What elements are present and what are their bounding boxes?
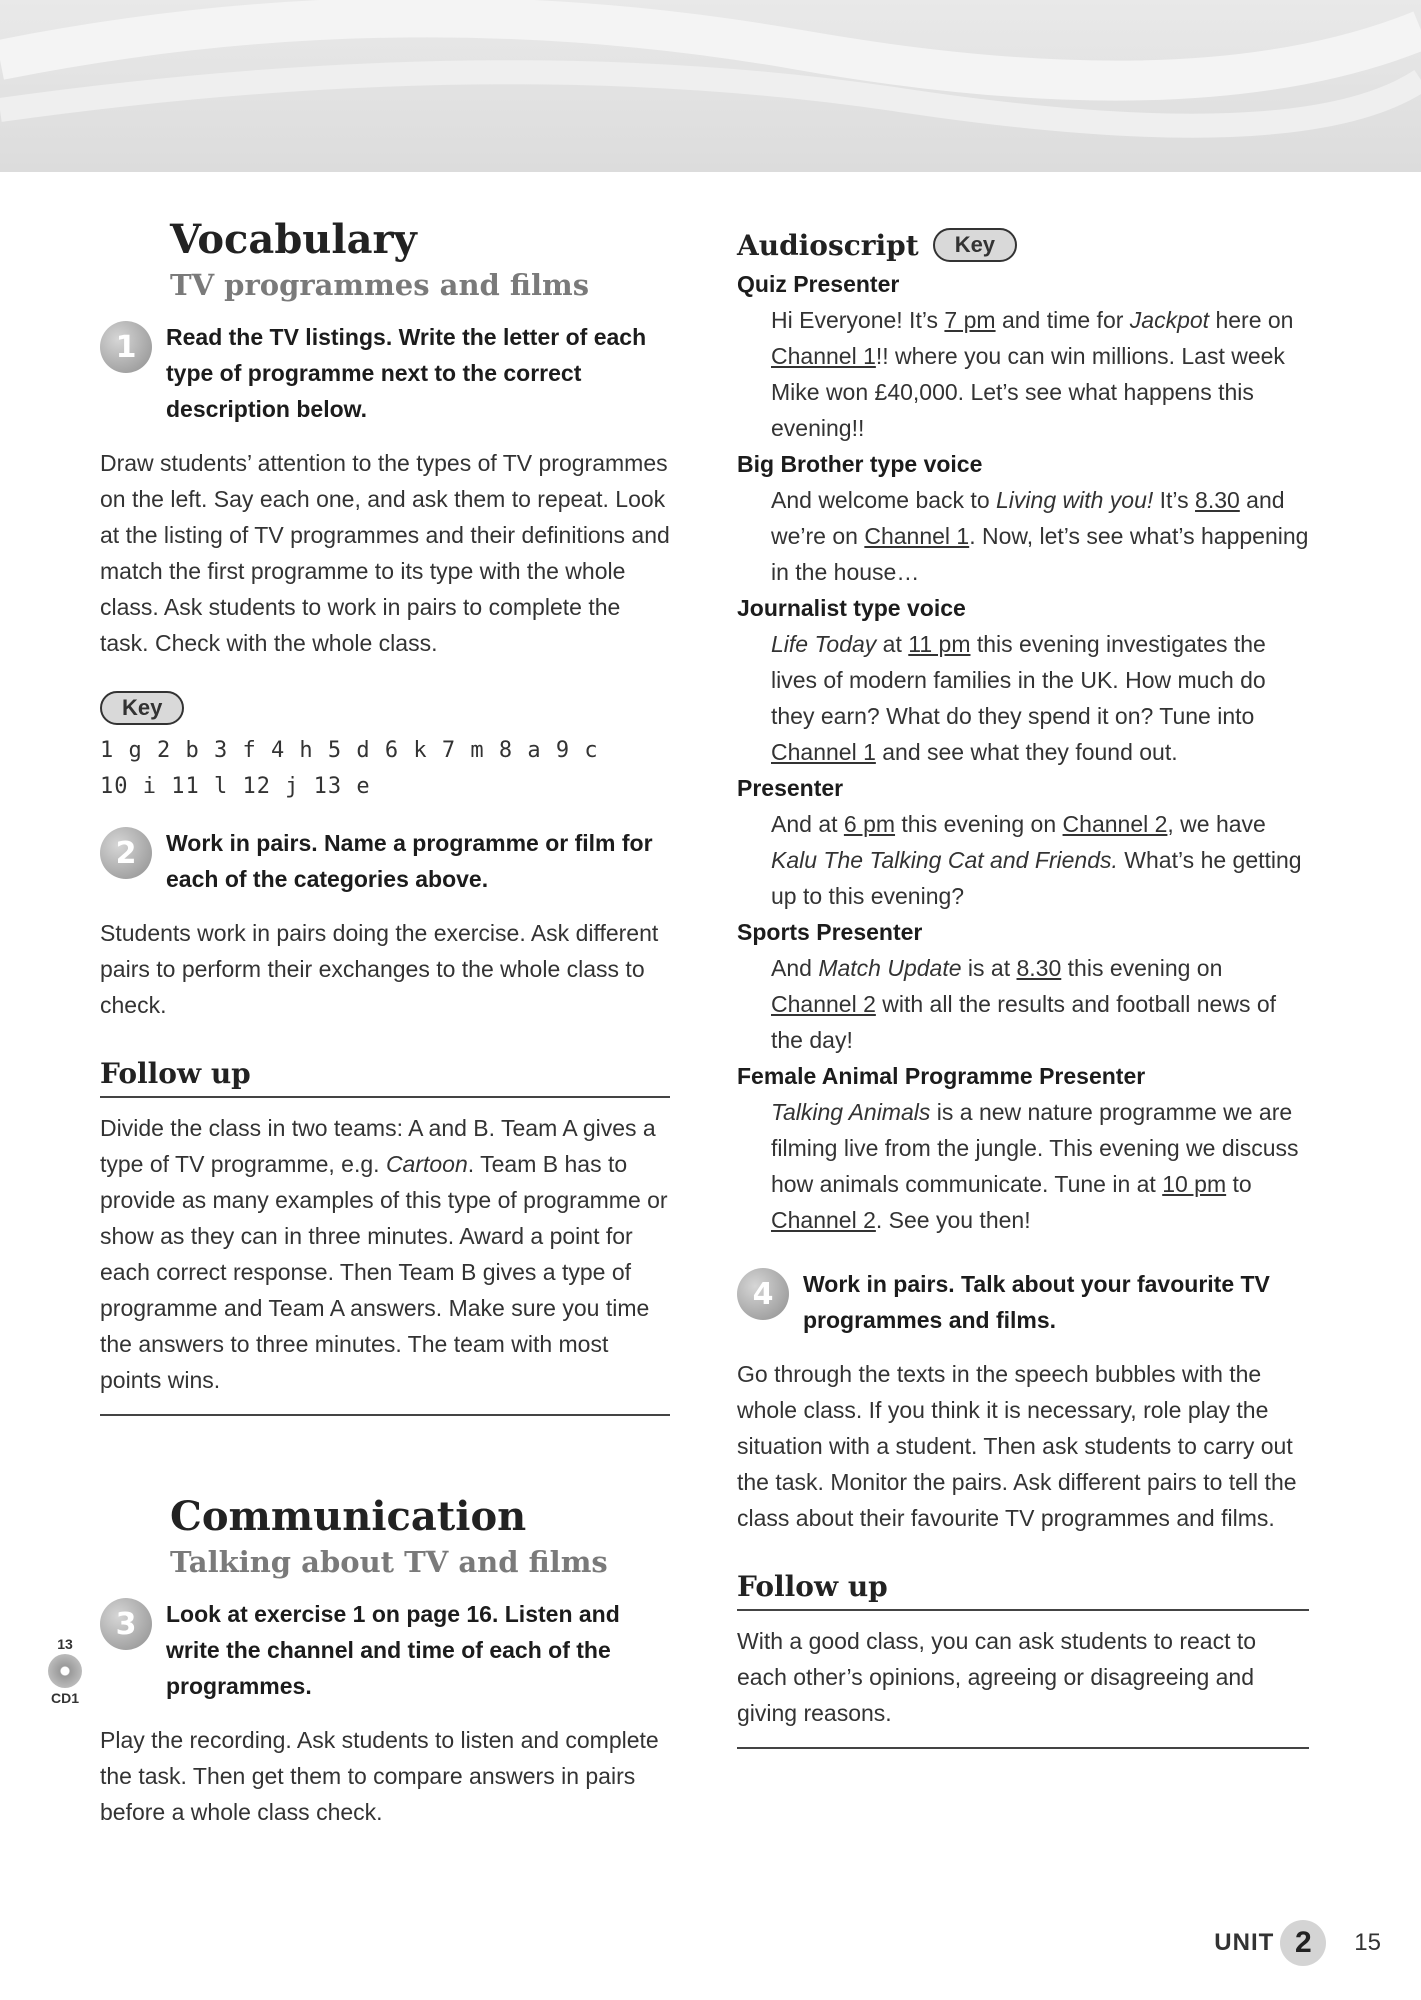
exercise-1	[100, 319, 670, 427]
exercise-3-notes: Play the recording. Ask students to listen and complete the task. Then get them to compare answers in pairs before a whole class check.	[100, 1727, 659, 1825]
exercise-4-number: 4	[737, 1268, 789, 1320]
header-banner	[0, 0, 1421, 172]
exercise-4-notes: Go through the texts in the speech bubbles with the whole class. If you think it is necessary, role play the situation with a student. Then ask students to carry out the task. Monitor the pairs. Ask different pairs to tell the class about their favourite TV programmes and films.	[737, 1361, 1297, 1531]
audioscript-header	[737, 228, 1309, 262]
exercise-3	[100, 1596, 670, 1704]
communication-title: Communication	[170, 1493, 527, 1540]
exercise-2-notes: Students work in pairs doing the exercise. Ask different pairs to perform their exchanges to the whole class to check.	[100, 920, 659, 1018]
cd-label: CD1	[50, 1690, 79, 1706]
exercise-3-instruction: Look at exercise 1 on page 16. Listen and write the channel and time of each of the programmes.	[166, 1601, 620, 1699]
speaker-big-brother: Big Brother type voice	[737, 451, 983, 477]
exercise-1-instruction: Read the TV listings. Write the letter of each type of programme next to the correct description below.	[166, 324, 647, 422]
speech-presenter: And at 6 pm this evening on Channel 2, we have Kalu The Talking Cat and Friends. What’s he getting up to this evening?	[771, 811, 1302, 909]
cd-icon	[48, 1654, 82, 1688]
speech-journalist: Life Today at 11 pm this evening investigates the lives of modern families in the UK. How much do they earn? What do they spend it on? Tune into Channel 1 and see what they found out.	[771, 631, 1266, 765]
page-number: 15	[1354, 1929, 1381, 1956]
speech-animal-presenter: Talking Animals is a new nature programme we are filming live from the jungle. This evening we discuss how animals communicate. Tune in at 10 pm to Channel 2. See you then!	[771, 1099, 1299, 1233]
exercise-2-instruction: Work in pairs. Name a programme or film for each of the categories above.	[166, 830, 653, 892]
speaker-quiz-presenter: Quiz Presenter	[737, 271, 900, 297]
vocabulary-subtitle: TV programmes and films	[170, 268, 590, 302]
follow-up-2-text: With a good class, you can ask students to react to each other’s opinions, agreeing or disagreeing and giving reasons.	[737, 1628, 1257, 1726]
unit-number: 2	[1280, 1920, 1326, 1966]
page-footer	[1214, 1920, 1381, 1966]
exercise-4-instruction: Work in pairs. Talk about your favourite TV programmes and films.	[803, 1271, 1270, 1333]
follow-up-2-heading: Follow up	[737, 1570, 1309, 1611]
vocabulary-title: Vocabulary	[170, 216, 417, 263]
left-column	[100, 215, 670, 1830]
speech-sports-presenter: And Match Update is at 8.30 this evening on Channel 2 with all the results and football news of the day!	[771, 955, 1277, 1053]
speaker-journalist: Journalist type voice	[737, 595, 966, 621]
follow-up-2-divider	[737, 1747, 1309, 1749]
speech-big-brother: And welcome back to Living with you! It’s 8.30 and we’re on Channel 1. Now, let’s see what’s happening in the house…	[771, 487, 1309, 585]
exercise-2-number: 2	[100, 827, 152, 879]
exercise-4	[737, 1266, 1309, 1338]
right-column	[737, 228, 1309, 1749]
banner-wave-decoration	[0, 0, 1421, 172]
follow-up-heading: Follow up	[100, 1057, 670, 1098]
cd-track-marker	[42, 1636, 88, 1706]
speaker-presenter: Presenter	[737, 775, 844, 801]
exercise-2	[100, 825, 670, 897]
exercise-1-notes: Draw students’ attention to the types of TV programmes on the left. Say each one, and ask them to repeat. Look at the listing of TV programmes and their definitions and match the first programme to its type with the whole class. Ask students to work in pairs to complete the task. Check with the whole class.	[100, 450, 670, 656]
key-badge: Key	[100, 691, 184, 725]
follow-up-text: Divide the class in two teams: A and B. Team A gives a type of TV programme, e.g. Cartoon. Team B has to provide as many examples of this type of programme or show as they can in three minutes. Award a point for each correct response. Then Team B gives a type of programme and Team A answers. Make sure you time the answers to three minutes. The team with most points wins.	[100, 1115, 668, 1393]
speaker-sports-presenter: Sports Presenter	[737, 919, 923, 945]
speech-quiz-presenter: Hi Everyone! It’s 7 pm and time for Jackpot here on Channel 1!! where you can win millions. Last week Mike won £40,000. Let’s see what happens this evening!!	[771, 307, 1294, 441]
audioscript-title: Audioscript	[737, 228, 919, 262]
cd-track-number: 13	[57, 1636, 73, 1652]
exercise-3-number: 3	[100, 1598, 152, 1650]
audioscript-key-badge: Key	[933, 228, 1017, 262]
communication-subtitle: Talking about TV and films	[170, 1545, 608, 1579]
speaker-animal-presenter: Female Animal Programme Presenter	[737, 1063, 1146, 1089]
exercise-1-number: 1	[100, 321, 152, 373]
unit-label: UNIT	[1214, 1929, 1275, 1956]
answer-key-line-1: 1 g 2 b 3 f 4 h 5 d 6 k 7 m 8 a 9 c	[100, 738, 599, 763]
answer-key-line-2: 10 i 11 l 12 j 13 e	[100, 774, 371, 799]
